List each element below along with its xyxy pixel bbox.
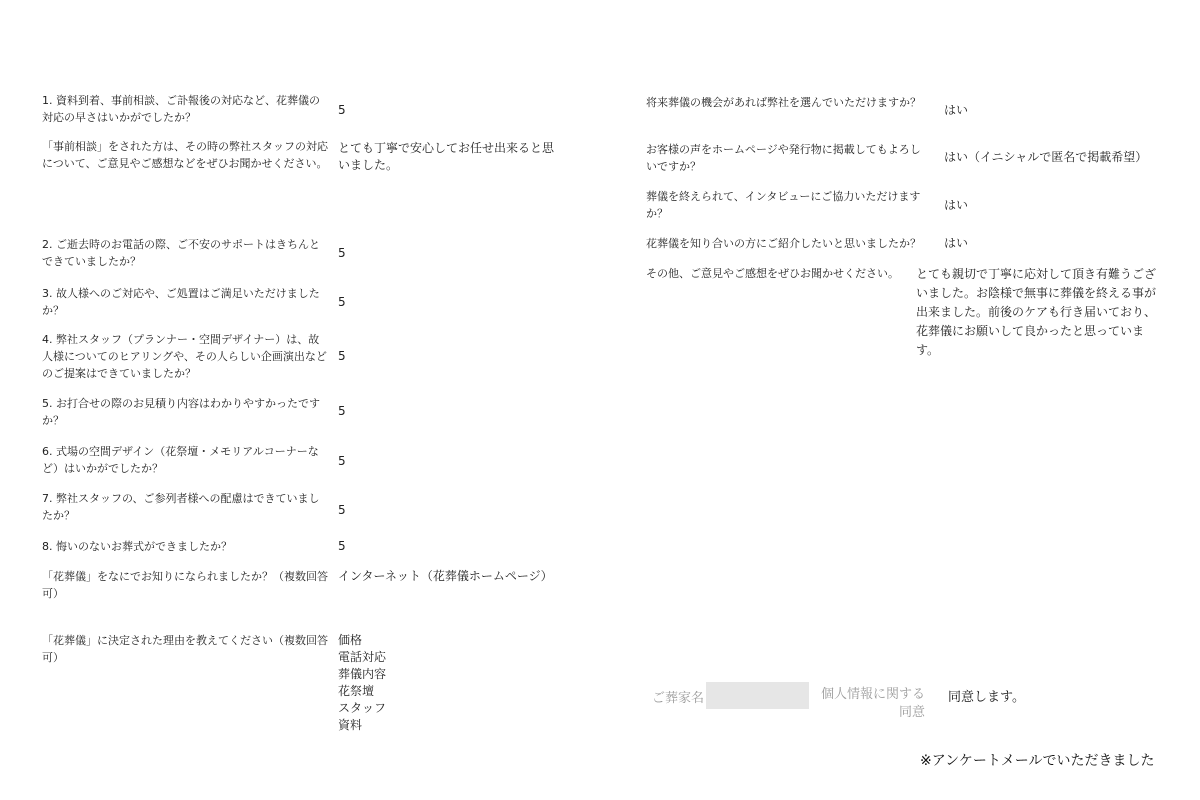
answer-item: 葬儀内容 [338,667,387,681]
answer: インターネット（花葬儀ホームページ） [338,569,553,583]
answer-list [338,632,558,734]
question: 6. 式場の空間デザイン（花祭壇・メモリアルコーナーなど）はいかがでしたか？ [42,445,319,475]
question: 3. 故人様へのご対応や、ご処置はご満足いただけましたか？ [42,287,320,317]
family-name-field [706,682,809,709]
question: その他、ご意見やご感想をぜひお聞かせください。 [646,267,899,280]
source-note: ※アンケートメールでいただきました [920,753,1155,769]
question: 将来葬儀の機会があれば弊社を選んでいただけますか？ [646,96,921,109]
answer-item: 電話対応 [338,650,387,664]
answer: 5 [338,404,346,418]
answer: はい（イニシャルで匿名で掲載希望） [944,150,1148,164]
answer: はい [944,236,969,250]
family-name-label: ご葬家名 [652,691,705,706]
answer: はい [944,103,969,117]
answer: 5 [338,539,346,553]
question: 7. 弊社スタッフの、ご参列者様への配慮はできていましたか？ [42,492,320,522]
answer: 5 [338,349,346,363]
answer: とても親切で丁寧に応対して頂き有難うございました。お陰様で無事に葬儀を終える事が出来ました。前後のケアも行き届いており、花葬儀にお願いして良かったと思っています。 [916,267,1157,357]
answer: 5 [338,503,346,517]
answer: 5 [338,103,346,117]
question: お客様の声をホームページや発行物に掲載してもよろしいですか？ [646,143,921,173]
question: 「花葬儀」をなにでお知りになられましたか？（複数回答可） [42,570,328,600]
question: 2. ご逝去時のお電話の際、ご不安のサポートはきちんとできていましたか？ [42,238,320,268]
answer: 5 [338,454,346,468]
answer-item: 花祭壇 [338,684,375,698]
question: 葬儀を終えられて、インタビューにご協力いただけますか？ [646,190,921,220]
consent-value: 同意します。 [948,690,1025,705]
question: 「花葬儀」に決定された理由を教えてください（複数回答可） [42,634,328,664]
question: 1. 資料到着、事前相談、ご訃報後の対応など、花葬儀の対応の早さはいかがでしたか？ [42,94,320,124]
question: 花葬儀を知り合いの方にご紹介したいと思いましたか？ [646,237,921,250]
consent-label: 個人情報に関する同意 [820,687,925,720]
answer: 5 [338,295,346,309]
answer-item: スタッフ [338,701,387,715]
question: 5. お打合せの際のお見積り内容はわかりやすかったですか？ [42,397,320,427]
answer-item: 価格 [338,633,363,647]
question: 4. 弊社スタッフ（プランナー・空間デザイナー）は、故人様についてのヒアリングや、その人らしい企画演出などのご提案はできていましたか？ [42,333,327,380]
question: 8. 悔いのないお葬式ができましたか？ [42,540,232,553]
answer: とても丁寧で安心してお任せ出来ると思いました。 [338,141,555,172]
answer: はい [944,198,969,212]
answer-item: 資料 [338,718,363,732]
question: 「事前相談」をされた方は、その時の弊社スタッフの対応について、ご意見やご感想などをぜひお聞かせください。 [42,140,328,170]
answer: 5 [338,246,346,260]
